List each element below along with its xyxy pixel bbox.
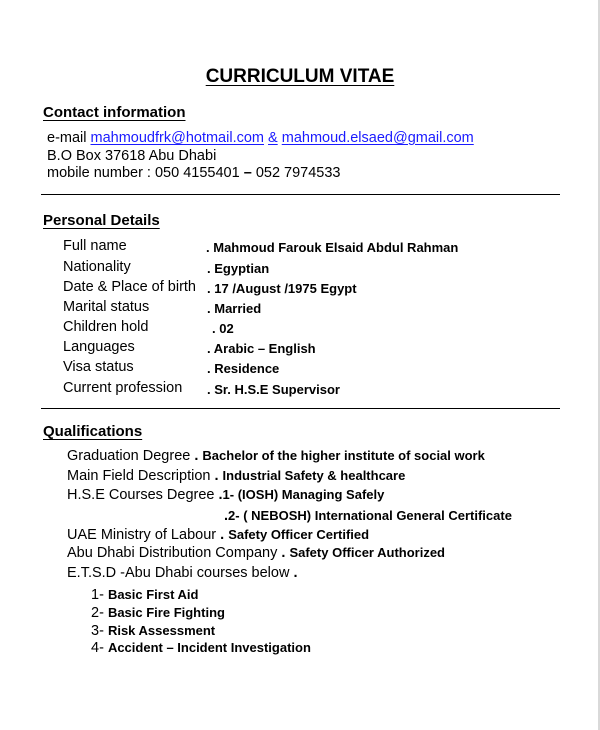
mobile-label: mobile number : 050 4155401 <box>47 165 240 181</box>
qualification-row: Abu Dhabi Distribution Company . Safety Officer Authorized <box>67 545 445 561</box>
qualification-label: UAE Ministry of Labour <box>67 527 217 543</box>
course-item <box>91 640 311 656</box>
personal-heading: Personal Details <box>43 212 160 229</box>
document-title: CURRICULUM VITAE <box>205 66 395 87</box>
course-item <box>91 587 198 603</box>
mobile-number-2: 052 7974533 <box>255 165 341 181</box>
personal-value: . Sr. H.S.E Supervisor <box>207 382 340 397</box>
email-link-1[interactable]: mahmoudfrk@hotmail.com <box>90 130 264 146</box>
qualification-value: 2- ( NEBOSH) International General Certificate <box>228 508 512 523</box>
personal-label: Date & Place of birth <box>63 279 196 295</box>
course-number: 3- <box>91 623 104 639</box>
qualification-row: Main Field Description . Industrial Safety & healthcare <box>67 468 406 484</box>
qualification-value: Safety Officer Certified <box>228 527 370 542</box>
personal-value: . Arabic – English <box>207 341 316 356</box>
qualification-row: E.T.S.D -Abu Dhabi courses below . <box>67 565 298 581</box>
qualifications-heading: Qualifications <box>43 423 143 440</box>
personal-value: . 17 /August /1975 Egypt <box>207 281 357 296</box>
qualification-row: Graduation Degree . Bachelor of the higher institute of social work <box>67 448 485 464</box>
personal-label: Children hold <box>63 319 149 335</box>
email-link-2[interactable]: mahmoud.elsaed@gmail.com <box>281 130 474 146</box>
personal-value: . 02 <box>212 321 234 336</box>
qualification-label: E.T.S.D -Abu Dhabi courses below <box>67 565 290 581</box>
contact-heading: Contact information <box>43 104 186 121</box>
personal-label: Full name <box>63 238 127 254</box>
qualification-row: .2- ( NEBOSH) International General Certificate <box>224 508 512 524</box>
course-item <box>91 623 215 639</box>
personal-label: Marital status <box>63 299 150 315</box>
qualification-row: UAE Ministry of Labour . Safety Officer Certified <box>67 527 370 543</box>
qualification-value: Industrial Safety & healthcare <box>222 468 406 483</box>
course-name: Basic First Aid <box>107 587 199 602</box>
personal-label: Visa status <box>63 359 134 375</box>
qualification-label: H.S.E Courses Degree <box>67 487 215 503</box>
qualification-value: 1- (IOSH) Managing Safely <box>222 487 385 502</box>
mobile-separator: – <box>243 165 252 181</box>
course-name: Risk Assessment <box>107 623 216 638</box>
personal-label: Nationality <box>63 259 131 275</box>
course-number: 2- <box>91 605 104 621</box>
course-number: 1- <box>91 587 104 603</box>
personal-label: Languages <box>63 339 135 355</box>
course-name: Accident – Incident Investigation <box>107 640 311 655</box>
course-number: 4- <box>91 640 104 656</box>
qualification-label: Abu Dhabi Distribution Company <box>67 545 278 561</box>
course-name: Basic Fire Fighting <box>107 605 225 620</box>
email-line <box>47 130 474 146</box>
personal-value: . Residence <box>207 361 280 376</box>
course-item <box>91 605 225 621</box>
personal-value: . Egyptian <box>207 261 270 276</box>
personal-label: Current profession <box>63 380 183 396</box>
divider-2 <box>41 408 560 409</box>
qualification-value: Safety Officer Authorized <box>289 545 445 560</box>
personal-value: . Mahmoud Farouk Elsaid Abdul Rahman <box>206 240 459 255</box>
qualification-label: Graduation Degree <box>67 448 191 464</box>
qualification-row: H.S.E Courses Degree .1- (IOSH) Managing Safely <box>67 487 385 503</box>
email-label: e-mail <box>47 130 87 146</box>
email-separator: & <box>268 130 278 146</box>
mobile-line <box>47 165 340 181</box>
divider-1 <box>41 194 560 195</box>
personal-value: . Married <box>207 301 262 316</box>
address-line: B.O Box 37618 Abu Dhabi <box>47 148 217 164</box>
qualification-label: Main Field Description <box>67 468 211 484</box>
qualification-value: Bachelor of the higher institute of social work <box>202 448 485 463</box>
